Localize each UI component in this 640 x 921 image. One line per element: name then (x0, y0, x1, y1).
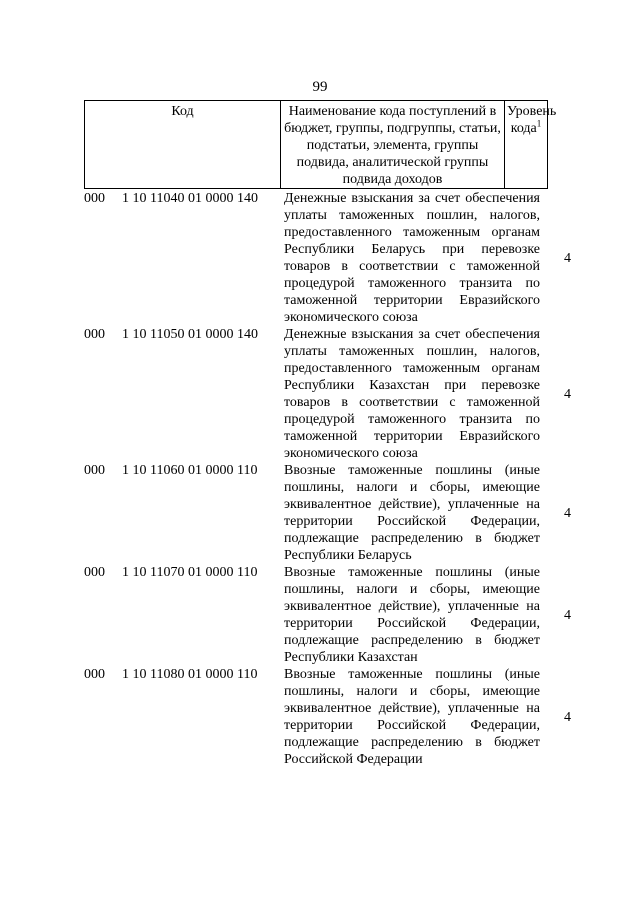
header-code: Код (85, 101, 281, 189)
row-level: 4 (564, 250, 571, 266)
table-row (84, 564, 571, 666)
row-level: 4 (564, 386, 571, 402)
table-row (84, 326, 571, 462)
row-level: 4 (564, 607, 571, 623)
row-level: 4 (564, 709, 571, 725)
row-code: 1 10 11040 01 0000 140 (122, 191, 258, 206)
row-level: 4 (564, 505, 571, 521)
row-name: Денежные взыскания за счет обеспечения уплаты таможенных пошлин, налогов, предоставленного таможенным органам Республики Беларусь при перевозке товаров в соответствии с таможенной процедурой таможенного транзита по таможенной территории Евразийского экономического союза (284, 191, 540, 325)
row-name: Ввозные таможенные пошлины (иные пошлины, налоги и сборы, имеющие эквивалентное действие), уплаченные на территории Российской Федерации, подлежащие распределению в бюджет Российской Федерации (284, 667, 540, 767)
table-row (84, 462, 571, 564)
row-prefix: 000 (84, 191, 105, 206)
row-code: 1 10 11070 01 0000 110 (122, 565, 258, 580)
header-level: Уровень кода$^1$ (505, 101, 548, 189)
row-prefix: 000 (84, 327, 105, 342)
row-prefix: 000 (84, 463, 105, 478)
row-code: 1 10 11080 01 0000 110 (122, 667, 258, 682)
row-prefix: 000 (84, 565, 105, 580)
row-code: 1 10 11060 01 0000 110 (122, 463, 258, 478)
table-row (84, 190, 571, 326)
row-name: Ввозные таможенные пошлины (иные пошлины, налоги и сборы, имеющие эквивалентное действие), уплаченные на территории Российской Федерации, подлежащие распределению в бюджет Республики Казахстан (284, 565, 540, 665)
header-name: Наименование кода поступлений в бюджет, группы, подгруппы, статьи, подстатьи, элемента, группы подвида, аналитической группы подвида доходов (281, 101, 505, 189)
table-row (84, 666, 571, 768)
footnote-marker: 1 (536, 118, 542, 129)
table-header (84, 100, 557, 189)
row-code: 1 10 11050 01 0000 140 (122, 327, 258, 342)
table-body (84, 190, 571, 768)
row-name: Денежные взыскания за счет обеспечения уплаты таможенных пошлин, налогов, предоставленного таможенным органам Республики Казахстан при перевозке товаров в соответствии с таможенной процедурой таможенного транзита по таможенной территории Евразийского экономического союза (284, 327, 540, 461)
row-prefix: 000 (84, 667, 105, 682)
page-number: 99 (312, 79, 328, 95)
row-name: Ввозные таможенные пошлины (иные пошлины, налоги и сборы, имеющие эквивалентное действие), уплаченные на территории Российской Федерации, подлежащие распределению в бюджет Республики Беларусь (284, 463, 540, 563)
